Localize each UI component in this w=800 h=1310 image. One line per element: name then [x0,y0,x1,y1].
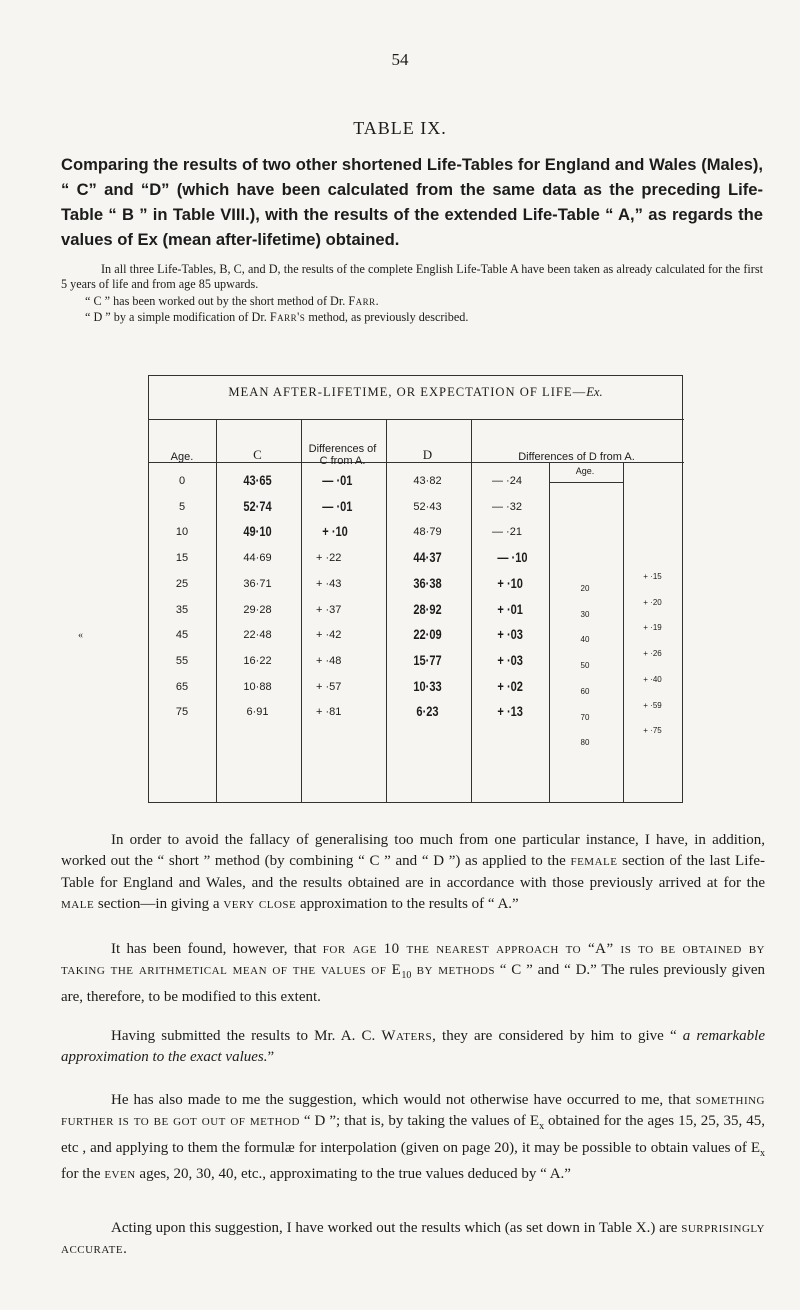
paragraph-conclusion: Acting upon this suggestion, I have worked out the results which (as set down in Table X.) are surprisingly accurate. [61,1220,765,1258]
even-age-cell: 50 [580,661,590,671]
table-cell-d: 6·23 [416,704,439,720]
table-cell-age: 35 [175,603,189,616]
col-header-age: Age. [170,451,194,463]
table-cell-dc: + ·43 [316,577,342,590]
col-header-diff-c: Differences of C from A. [308,443,377,467]
table-cell-dd: — ·21 [492,526,522,539]
table-cell-dd: + ·01 [497,601,523,617]
table-cell-d: 43·82 [413,475,442,487]
table-cell-c: 52·74 [243,498,272,514]
table-cell-dc: + ·48 [316,654,342,667]
table-cell-c: 36·71 [243,577,272,590]
even-age-cell: 60 [580,686,590,696]
table-cell-c: 22·48 [243,629,272,642]
even-diff-cell: + ·26 [643,649,662,659]
table-cell-age: 10 [175,526,189,539]
table-cell-c: 43·65 [243,473,272,488]
col-header-c: C [253,447,262,462]
col-header-d: D [422,447,433,462]
table-cell-dc: + ·57 [316,680,342,693]
even-diff-cell: + ·59 [643,700,662,710]
table-cell-dd: + ·03 [497,652,523,668]
table-cell-c: 49·10 [243,524,272,540]
table-cell-dc: — ·01 [322,498,353,514]
even-diff-cell: + ·20 [643,597,662,607]
table-cell-dd: + ·10 [497,575,523,591]
paragraph-waters: Having submitted the results to Mr. A. C. Waters, they are considered by him to give “ a remarkable approximation to the exact values.” [61,1028,765,1066]
table-cell-d: 15·77 [413,652,442,668]
table-cell-d: 36·38 [413,575,442,591]
table-cell-age: 65 [175,680,189,693]
intro-d-note: “ D ” by a simple modification of Dr. Farr's method, as previously described. [85,310,469,324]
even-age-cell: 20 [580,584,590,593]
table-cell-dd: + ·03 [497,627,523,643]
even-age-cell: 40 [580,635,590,645]
table-cell-age: 5 [178,500,186,513]
table-cell-age: 15 [175,552,189,565]
table-cell-dc: — ·01 [322,473,353,488]
table-cell-age: 55 [175,654,189,667]
table-cell-dc: + ·10 [322,524,348,540]
stray-mark: « [78,630,83,641]
table-cell-c: 10·88 [243,680,272,693]
page-number: 54 [391,50,409,69]
table-cell-d: 48·79 [413,526,442,539]
table-cell-d: 28·92 [413,601,442,617]
table-cell-c: 6·91 [246,706,269,719]
table-cell-dc: + ·81 [316,706,342,719]
table-cell-c: 44·69 [243,552,272,565]
table-cell-c: 29·28 [243,603,272,616]
even-age-cell: 70 [580,712,590,722]
table-cell-dd: — ·24 [492,475,522,487]
table-cell-age: 75 [175,706,189,719]
table-cell-dd: + ·13 [497,704,523,720]
even-age-cell: 30 [580,609,590,619]
table-cell-dc: + ·37 [316,603,342,616]
table-cell-d: 52·43 [413,500,442,513]
even-diff-cell: + ·19 [643,623,662,633]
even-diff-cell: + ·15 [643,572,662,581]
table-cell-age: 0 [178,475,186,487]
table-cell-dc: + ·42 [316,629,342,642]
table-title: TABLE IX. [353,118,447,138]
paragraph-suggestion: He has also made to me the suggestion, which would not otherwise have occurred to me, that something further is to be got out of method “ D ”; that is, by taking the values of $E_x$ obtained for the ages 15, 25, 35, 45, etc , and applying to them the formulæ for interpolation (given on page 20), it may be possible to obtain values of $E_x$ for the even ages, 20, 30, 40, etc., approximating to the true values deduced by “ A.” [61,1092,766,1183]
even-diff-cell: + ·75 [643,726,662,736]
table-cell-c: 16·22 [243,654,272,667]
sub-header-age: Age. [575,466,595,476]
paragraph-age-10: It has been found, however, that for age 10 the nearest approach to “A” is to be obtained by taking the arithmetical mean of the values of $E_{10}$ by methods “ C ” and “ D.” The rules previously given are, therefore, to be modified to this extent. [61,941,765,1005]
even-diff-cell: + ·40 [643,674,662,684]
table-cell-dd: + ·02 [497,678,523,694]
table-cell-d: 44·37 [413,550,442,566]
table-cell-dd: — ·10 [497,550,528,566]
table-caption: MEAN AFTER-LIFETIME, OR EXPECTATION OF LIFE—Ex. [228,385,603,399]
table-heading: Comparing the results of two other shortened Life-Tables for England and Wales (Males), “ C” and “D” (which have been calculated from the same data as the preceding Life-Table “ B ” in Table VIII.), with the results of the extended Life-Table “ A,” as regards the values of Ex (mean after-lifetime) obtained. [61,155,763,249]
table-cell-d: 22·09 [413,627,442,643]
table-cell-dd: — ·32 [492,500,522,513]
intro-c-note: “ C ” has been worked out by the short method of Dr. Farr. [85,294,379,308]
table-cell-dc: + ·22 [316,552,342,565]
table-cell-age: 45 [175,629,189,642]
paragraph-female: In order to avoid the fallacy of generalising too much from one particular instance, I have, in addition, worked out the “ short ” method (by combining “ C ” and “ D ”) as applied to the female section of the last Life-Table for England and Wales, and the results obtained are in accordance with those previously arrived at for the male section—in giving a very close approximation to the results of “ A.” [61,832,766,913]
col-header-diff-d: Differences of D from A. [518,451,635,463]
even-age-cell: 80 [580,738,590,748]
table-cell-age: 25 [175,577,189,590]
intro-paragraph: In all three Life-Tables, B, C, and D, the results of the complete English Life-Table A have been taken as already calculated for the first 5 years of life and from age 85 upwards. [61,262,763,291]
table-cell-d: 10·33 [413,678,442,694]
